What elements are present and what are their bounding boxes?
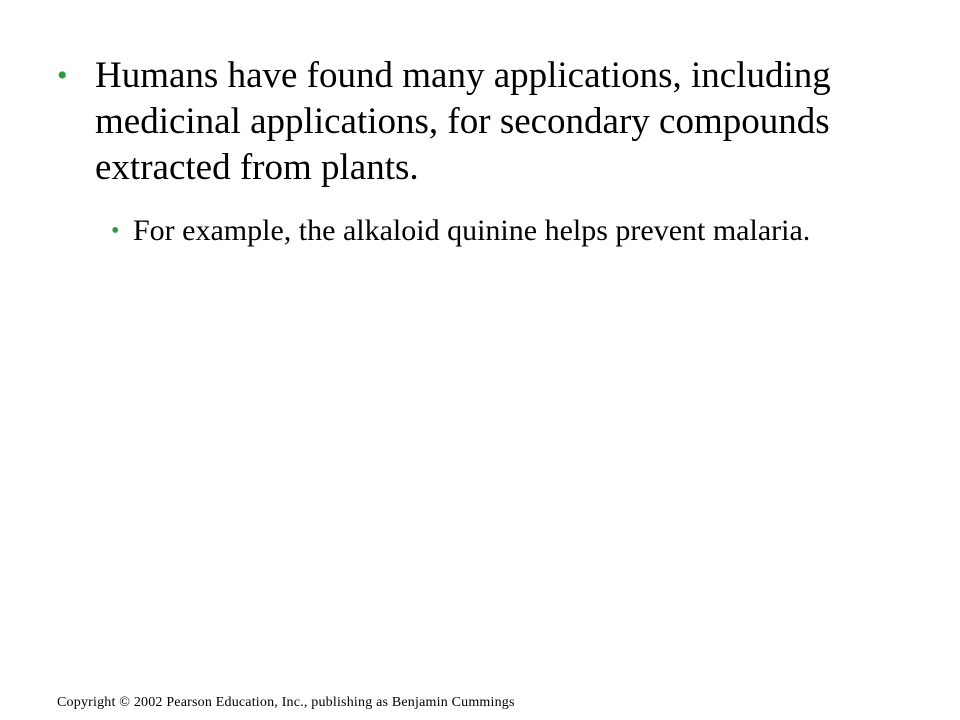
copyright-footer: Copyright © 2002 Pearson Education, Inc., publishing as Benjamin Cummings: [57, 695, 515, 710]
sub-bullet-marker-icon: •: [111, 218, 120, 244]
sub-bullet: [111, 212, 871, 250]
sub-bullet-row: [111, 212, 871, 250]
main-bullet-row: [57, 53, 897, 191]
bullet-marker-icon: •: [57, 59, 68, 92]
sub-bullet-text: For example, the alkaloid quinine helps prevent malaria.: [133, 214, 811, 247]
main-bullet: [57, 53, 897, 191]
main-bullet-text: Humans have found many applications, including medicinal applications, for secondary compounds extracted from plants.: [95, 55, 831, 188]
